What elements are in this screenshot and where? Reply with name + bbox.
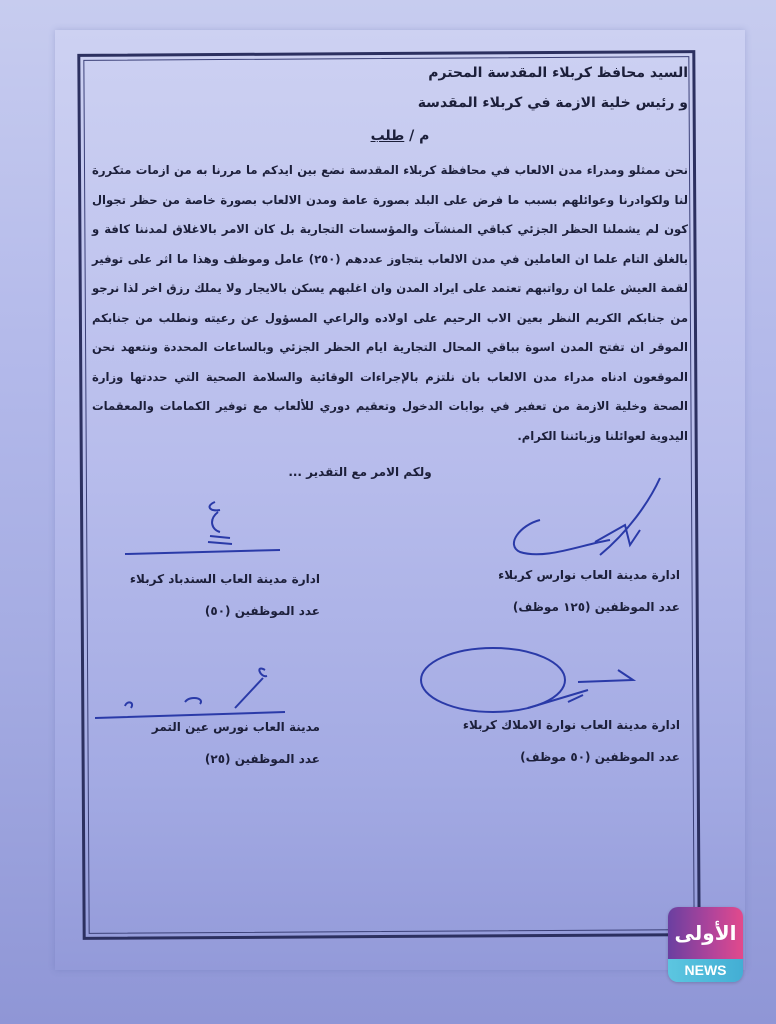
letter-body: نحن ممثلو ومدراء مدن الالعاب في محافظة كربلاء المقدسة نضع بين ايدكم ما مررنا به من ازمات متكررة لنا ولكوادرنا وعوائلهم بسبب ما فرض على البلد بصورة عامة ومدن الالعاب بصورة خاصة من حظر تجوال كون لم يشملنا الحظر الجزئي كباقي المنشآت والمؤسسات التجارية بل كان الامر بالاغلاق لمدننا كافة و بالغلق التام علما ان العاملين في مدن الالعاب يتجاوز عددهم (٢٥٠) عامل وموظف وهذا ما اثر على توفير لقمة العيش علما ان رواتبهم تعتمد على ايراد المدن وان اغلبهم يسكن بالايجار ولا يملك رزق اخر لذا نرجو من جنابكم الكريم النظر بعين الاب الرحيم على اولاده والراعي المسؤول عن رعيته ونطلب من جنابكم الموقر ان تفتح المدن اسوة بباقي المحال التجارية ايام الحظر الجزئي وبالساعات المحددة ونتعهد نحن الموقعون ادناه مدراء مدن الالعاب بان نلتزم بالإجراءات الوقائية والسلامة الصحية التي حددتها وزارة الصحة وخلية الازمة من تعفير في بوابات الدخول وتعقيم دوري للألعاب مع توفير الكمامات والمعقمات اليدوية لعوائلنا وزبائننا الكرام. (92, 163, 688, 443)
signatory-3-employees: عدد الموظفين (٥٠ موظف) (520, 750, 680, 764)
signatory-2 (80, 572, 320, 618)
subject-line (92, 128, 708, 144)
subject-label: طلب (370, 128, 405, 144)
watermark-logo (668, 907, 743, 982)
signatory-2-employees: عدد الموظفين (٥٠) (204, 604, 320, 618)
signatory-3-name: ادارة مدينة العاب نوارة الاملاك كربلاء (462, 718, 680, 732)
signature-3 (418, 640, 638, 720)
recipient-line-2: و رئيس خلية الازمة في كربلاء المقدسة (417, 95, 688, 111)
signature-4 (95, 660, 295, 722)
signature-2 (120, 498, 290, 560)
subject-prefix: م / (404, 128, 430, 144)
signatory-4 (80, 720, 320, 766)
recipient-line-1: السيد محافظ كربلاء المقدسة المحترم (428, 65, 688, 81)
signatory-2-name: ادارة مدينة العاب السندباد كربلاء (129, 572, 320, 586)
signatory-3 (410, 718, 680, 764)
signatory-4-employees: عدد الموظفين (٢٥) (204, 752, 320, 766)
watermark-brand: الأولى (668, 907, 743, 959)
watermark-news-label: NEWS (668, 959, 743, 982)
closing-line: ولكم الامر مع التقدير ... (288, 465, 432, 479)
signatory-1 (420, 568, 680, 614)
signatory-4-name: مدينة العاب نورس عين التمر (151, 720, 320, 734)
signatory-1-name: ادارة مدينة العاب نوارس كربلاء (498, 568, 680, 582)
signature-1 (500, 470, 670, 565)
letter-content (92, 58, 688, 479)
signatory-1-employees: عدد الموظفين (١٢٥ موظف) (512, 600, 680, 614)
